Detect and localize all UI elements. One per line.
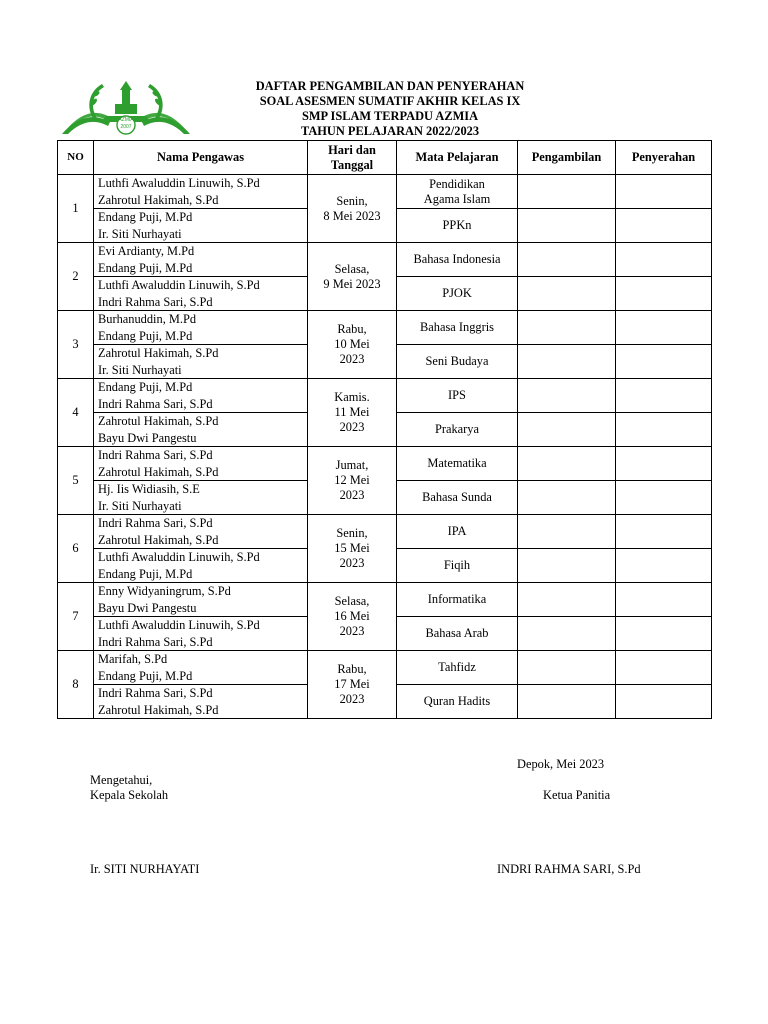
subject-line: IPA (447, 524, 467, 538)
col-header-nama-pengawas: Nama Pengawas (94, 141, 308, 175)
pickup-cell[interactable] (518, 311, 616, 345)
handover-cell[interactable] (616, 413, 712, 447)
table-row (58, 175, 712, 209)
subject (397, 345, 518, 379)
exam-date-line: Senin, (336, 526, 368, 540)
handover-cell[interactable] (616, 617, 712, 651)
table-row (58, 379, 712, 413)
title-line-1: DAFTAR PENGAMBILAN DAN PENYERAHAN (255, 79, 525, 93)
exam-date-line: Rabu, (337, 322, 367, 336)
supervisor-name: Indri Rahma Sari, S.Pd (98, 516, 213, 530)
subject (397, 617, 518, 651)
pickup-cell[interactable] (518, 515, 616, 549)
supervisor-name: Endang Puji, M.Pd (98, 260, 193, 275)
exam-date-line: 12 Mei (334, 473, 370, 487)
supervisor-names (94, 243, 308, 277)
exam-date (308, 583, 397, 651)
handover-cell[interactable] (616, 379, 712, 413)
subject-line: Bahasa Inggris (420, 320, 494, 334)
subject-line: Agama Islam (423, 191, 491, 206)
subject-line: PJOK (442, 286, 472, 300)
pickup-cell[interactable] (518, 651, 616, 685)
supervisor-name: Indri Rahma Sari, S.Pd (98, 686, 213, 700)
exam-date-line: Selasa, (334, 594, 370, 608)
handover-cell[interactable] (616, 447, 712, 481)
row-number: 4 (58, 379, 94, 447)
exam-date-line: Senin, (336, 193, 368, 208)
supervisor-names (94, 685, 308, 719)
table-header-row (58, 141, 712, 175)
handover-cell[interactable] (616, 277, 712, 311)
chair-signatory: INDRI RAHMA SARI, S.Pd (497, 862, 641, 876)
supervisor-name: Endang Puji, M.Pd (98, 210, 193, 224)
col-header-penyerahan: Penyerahan (616, 141, 712, 175)
row-number: 6 (58, 515, 94, 583)
col-header-no: NO (58, 141, 94, 175)
pickup-cell[interactable] (518, 583, 616, 617)
subject (397, 175, 518, 209)
table-row (58, 447, 712, 481)
supervisor-name: Zahrotul Hakimah, S.Pd (98, 346, 219, 360)
title-line-2: SOAL ASESMEN SUMATIF AKHIR KELAS IX (259, 94, 521, 108)
pickup-cell[interactable] (518, 617, 616, 651)
supervisor-name: Endang Puji, M.Pd (98, 566, 193, 581)
supervisor-names (94, 515, 308, 549)
row-number: 7 (58, 583, 94, 651)
exam-date-line: 10 Mei (334, 337, 370, 351)
supervisor-name: Zahrotul Hakimah, S.Pd (98, 464, 219, 479)
principal-signatory: Ir. SITI NURHAYATI (90, 862, 200, 876)
handover-cell[interactable] (616, 209, 712, 243)
handover-cell[interactable] (616, 515, 712, 549)
subject-line: Bahasa Arab (425, 626, 489, 640)
supervisor-names (94, 175, 308, 209)
subject-line: Pendidikan (429, 176, 485, 191)
exam-date-line: 16 Mei (334, 609, 370, 623)
exam-date-line: 11 Mei (334, 405, 370, 419)
supervisor-name: Luthfi Awaluddin Linuwih, S.Pd (98, 278, 260, 292)
exam-date-line: Kamis. (334, 390, 370, 404)
pickup-cell[interactable] (518, 209, 616, 243)
subject (397, 209, 518, 243)
supervisor-name: Ir. Siti Nurhayati (98, 498, 182, 513)
exam-date-line: 17 Mei (334, 677, 370, 691)
row-number: 5 (58, 447, 94, 515)
handover-cell[interactable] (616, 651, 712, 685)
document-title (190, 79, 590, 139)
subject (397, 277, 518, 311)
subject (397, 583, 518, 617)
supervisor-name: Bayu Dwi Pangestu (98, 600, 197, 615)
subject (397, 243, 518, 277)
supervisor-name: Zahrotul Hakimah, S.Pd (98, 192, 219, 207)
supervisor-names (94, 617, 308, 651)
place-date: Depok, Mei 2023 (517, 757, 605, 771)
subject (397, 447, 518, 481)
supervisor-names (94, 413, 308, 447)
supervisor-name: Luthfi Awaluddin Linuwih, S.Pd (98, 550, 260, 564)
supervisor-names (94, 379, 308, 413)
exam-date-line: 2023 (339, 488, 365, 502)
table-row (58, 243, 712, 277)
pickup-cell[interactable] (518, 345, 616, 379)
exam-date (308, 175, 397, 243)
col-header-mata-pelajaran: Mata Pelajaran (397, 141, 518, 175)
supervisor-names (94, 583, 308, 617)
supervisor-name: Enny Widyaningrum, S.Pd (98, 584, 231, 598)
subject-line: IPS (448, 388, 466, 402)
title-line-4: TAHUN PELAJARAN 2022/2023 (300, 124, 480, 138)
exam-date (308, 311, 397, 379)
supervisor-name: Indri Rahma Sari, S.Pd (98, 634, 213, 649)
supervisor-name: Luthfi Awaluddin Linuwih, S.Pd (98, 618, 260, 632)
handover-cell[interactable] (616, 583, 712, 617)
table-row (58, 311, 712, 345)
pickup-cell[interactable] (518, 685, 616, 719)
handover-cell[interactable] (616, 345, 712, 379)
subject-line: Informatika (427, 592, 487, 606)
subject (397, 311, 518, 345)
col-header-pengambilan: Pengambilan (518, 141, 616, 175)
handover-cell[interactable] (616, 243, 712, 277)
supervisor-name: Bayu Dwi Pangestu (98, 430, 197, 445)
subject-line: Bahasa Indonesia (413, 252, 501, 266)
handover-cell[interactable] (616, 549, 712, 583)
exam-date-line: 2023 (339, 352, 365, 366)
subject-line: Quran Hadits (423, 694, 491, 708)
subject (397, 685, 518, 719)
subject (397, 549, 518, 583)
exam-date-line: 2023 (339, 420, 365, 434)
principal-label: Kepala Sekolah (90, 788, 169, 802)
exam-date-line: 15 Mei (334, 541, 370, 555)
supervisor-name: Endang Puji, M.Pd (98, 328, 193, 343)
supervisor-name: Zahrotul Hakimah, S.Pd (98, 532, 219, 547)
supervisor-names (94, 447, 308, 481)
pickup-cell[interactable] (518, 175, 616, 209)
supervisor-names (94, 209, 308, 243)
subject-line: Fiqih (443, 558, 471, 572)
supervisor-names (94, 549, 308, 583)
schedule-table (57, 140, 712, 719)
exam-date (308, 447, 397, 515)
committee-chair-label: Ketua Panitia (543, 788, 611, 802)
supervisor-names (94, 345, 308, 379)
supervisor-name: Marifah, S.Pd (98, 652, 168, 666)
row-number: 8 (58, 651, 94, 719)
table-row (58, 515, 712, 549)
subject-line: Seni Budaya (425, 354, 489, 368)
subject (397, 481, 518, 515)
subject-line: Matematika (427, 456, 487, 470)
title-line-3: SMP ISLAM TERPADU AZMIA (301, 109, 479, 123)
subject-line: Prakarya (434, 422, 480, 436)
exam-date (308, 243, 397, 311)
exam-date-line: 2023 (339, 692, 365, 706)
logo-text: AZMIA (118, 117, 134, 123)
subject-line: PPKn (442, 218, 472, 232)
supervisor-name: Endang Puji, M.Pd (98, 668, 193, 683)
supervisor-name: Ir. Siti Nurhayati (98, 226, 182, 241)
handover-cell[interactable] (616, 311, 712, 345)
subject (397, 515, 518, 549)
supervisor-names (94, 311, 308, 345)
handover-cell[interactable] (616, 481, 712, 515)
supervisor-name: Hj. Iis Widiasih, S.E (98, 482, 200, 496)
exam-date (308, 651, 397, 719)
supervisor-name: Evi Ardianty, M.Pd (98, 244, 195, 258)
handover-cell[interactable] (616, 175, 712, 209)
supervisor-name: Indri Rahma Sari, S.Pd (98, 448, 213, 462)
supervisor-name: Indri Rahma Sari, S.Pd (98, 294, 213, 309)
col-header-hari-tanggal: Hari dan Tanggal (308, 141, 397, 175)
pickup-cell[interactable] (518, 277, 616, 311)
supervisor-names (94, 481, 308, 515)
pickup-cell[interactable] (518, 413, 616, 447)
school-logo (58, 78, 194, 138)
exam-date-line: 2023 (339, 624, 365, 638)
pickup-cell[interactable] (518, 243, 616, 277)
supervisor-name: Zahrotul Hakimah, S.Pd (98, 414, 219, 428)
subject-line: Bahasa Sunda (422, 490, 492, 504)
table-row (58, 583, 712, 617)
subject (397, 651, 518, 685)
supervisor-name: Zahrotul Hakimah, S.Pd (98, 702, 219, 717)
supervisor-name: Luthfi Awaluddin Linuwih, S.Pd (98, 176, 260, 190)
supervisor-name: Indri Rahma Sari, S.Pd (98, 396, 213, 411)
exam-date-line: Rabu, (337, 662, 367, 676)
pickup-cell[interactable] (518, 549, 616, 583)
table-row (58, 651, 712, 685)
handover-cell[interactable] (616, 685, 712, 719)
logo-year: 2007 (120, 124, 132, 130)
subject-line: Tahfidz (438, 660, 476, 674)
exam-date (308, 515, 397, 583)
exam-date-line: Selasa, (334, 261, 370, 276)
supervisor-names (94, 651, 308, 685)
supervisor-name: Endang Puji, M.Pd (98, 380, 193, 394)
pickup-cell[interactable] (518, 447, 616, 481)
exam-date (308, 379, 397, 447)
pickup-cell[interactable] (518, 379, 616, 413)
exam-date-line: 2023 (339, 556, 365, 570)
exam-date-line: 8 Mei 2023 (323, 208, 381, 223)
acknowledged-label: Mengetahui, (90, 773, 153, 787)
subject (397, 413, 518, 447)
exam-date-line: Jumat, (335, 458, 369, 472)
row-number: 2 (58, 243, 94, 311)
row-number: 1 (58, 175, 94, 243)
supervisor-name: Burhanuddin, M.Pd (98, 312, 197, 326)
row-number: 3 (58, 311, 94, 379)
pickup-cell[interactable] (518, 481, 616, 515)
supervisor-names (94, 277, 308, 311)
subject (397, 379, 518, 413)
supervisor-name: Ir. Siti Nurhayati (98, 362, 182, 377)
exam-date-line: 9 Mei 2023 (323, 276, 381, 291)
